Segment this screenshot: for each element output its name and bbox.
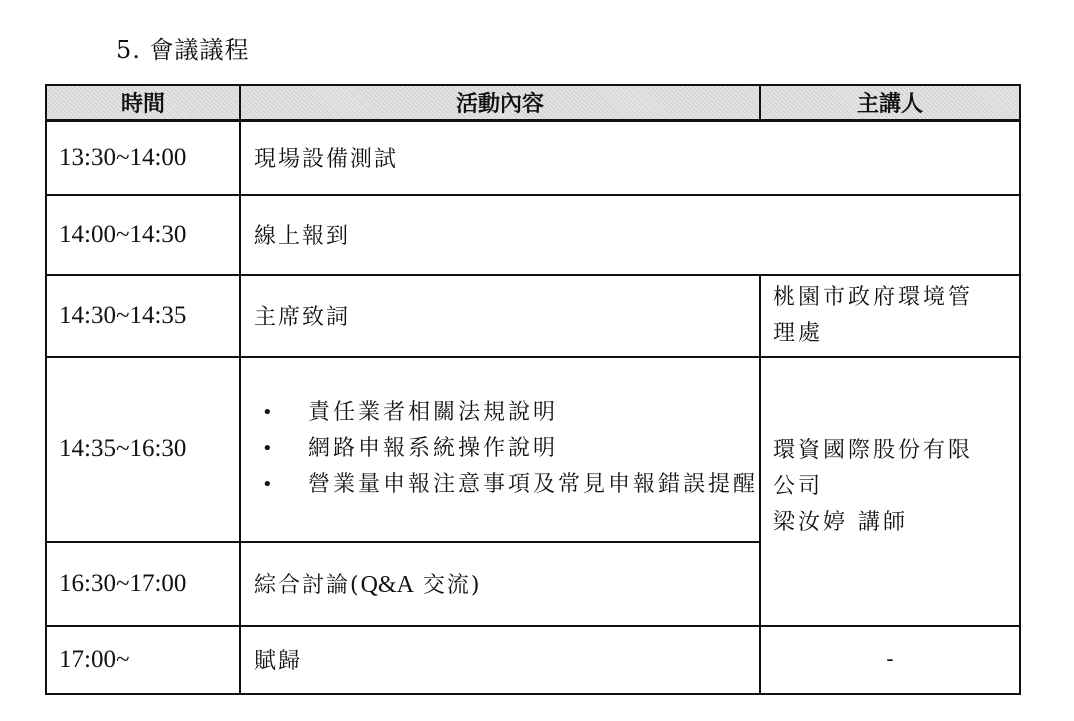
header-time: 時間 [46,85,240,121]
bullet-icon: • [262,402,276,423]
time-cell: 17:00~ [46,626,240,694]
speaker-line: 公司 [773,474,824,499]
header-row [46,85,1020,121]
time-cell: 13:30~14:00 [46,121,240,195]
time-cell: 14:00~14:30 [46,195,240,275]
table-row [46,626,1020,694]
speaker-line: 理處 [773,320,824,346]
speaker-line: 環資國際股份有限 [773,438,974,463]
activity-cell: 現場設備測試 [240,121,1020,195]
bullet-icon: • [262,474,276,495]
activity-cell: 綜合討論(Q&A 交流) [240,542,760,626]
header-activity: 活動內容 [240,85,760,121]
activity-cell: 賦歸 [240,626,760,694]
table-row [46,195,1020,275]
section-heading: 5. 會議議程 [116,36,250,64]
bullet-icon: • [262,438,276,459]
activity-cell: 主席致詞 [240,275,760,357]
speaker-cell [760,275,1020,357]
activity-list [254,395,759,503]
time-cell: 16:30~17:00 [46,542,240,626]
table-row [46,121,1020,195]
speaker-cell [760,357,1020,626]
list-item: • 營業量申報注意事項及常見申報錯誤提醒 [262,467,759,503]
activity-cell [240,357,760,542]
speaker-cell: - [760,626,1020,694]
table-row [46,357,1020,542]
speaker-line: 梁汝婷 講師 [773,510,908,535]
time-cell: 14:30~14:35 [46,275,240,357]
list-item: • 網路申報系統操作說明 [262,431,759,467]
speaker-line: 桃園市政府環境管 [773,284,974,310]
list-item: • 責任業者相關法規說明 [262,395,759,431]
agenda-table [45,84,1021,695]
activity-cell: 線上報到 [240,195,1020,275]
header-speaker: 主講人 [760,85,1020,121]
time-cell: 14:35~16:30 [46,357,240,542]
table-row [46,275,1020,357]
